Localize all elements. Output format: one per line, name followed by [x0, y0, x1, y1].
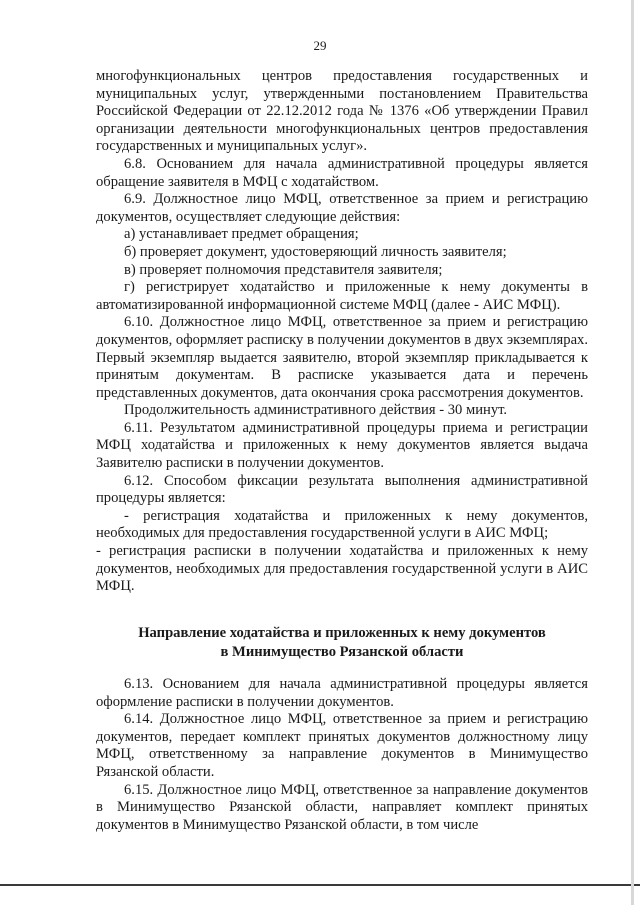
paragraph: 6.13. Основанием для начала административной процедуры является оформление расписки в получении документов.	[96, 676, 588, 710]
body-text-bottom	[96, 676, 588, 834]
list-item: г) регистрирует ходатайство и приложенные к нему документы в автоматизированной информационной системе МФЦ (далее - АИС МФЦ).	[96, 279, 588, 313]
page-number: 29	[313, 38, 327, 53]
paragraph: 6.14. Должностное лицо МФЦ, ответственное за прием и регистрацию документов, передает комплект принятых документов должностному лицу МФЦ, ответственному за направление документов в Минимущество Рязанской области.	[96, 711, 588, 780]
list-item: б) проверяет документ, удостоверяющий личность заявителя;	[124, 243, 507, 260]
paragraph: 6.8. Основанием для начала административной процедуры является обращение заявителя в МФЦ с ходатайством.	[96, 155, 588, 190]
paragraph: 6.12. Способом фиксации результата выполнения административной процедуры является:	[96, 472, 588, 507]
paragraph: многофункциональных центров предоставления государственных и муниципальных услуг, утвержденными постановлением Правительства Российской Федерации от 22.12.2012 года № 1376 «Об утверждении Правил организации деятельности многофункциональных центров предоставления государственных и муниципальных услуг».	[96, 68, 588, 155]
scan-right-edge	[631, 0, 634, 905]
scan-bottom-edge	[0, 884, 640, 886]
body-text-top	[96, 68, 588, 596]
section-heading	[96, 624, 588, 662]
section-heading-line: в Минимущество Рязанской области	[220, 644, 464, 660]
paragraph: 6.9. Должностное лицо МФЦ, ответственное за прием и регистрацию документов, осуществляет следующие действия:	[96, 191, 588, 225]
section-heading-line: Направление ходатайства и приложенных к нему документов	[138, 625, 546, 641]
paragraph: 6.15. Должностное лицо МФЦ, ответственное за направление документов в Минимущество Рязанской области, направляет комплект принятых документов в Минимущество Рязанской области, в том числе	[96, 781, 588, 833]
paragraph: 6.11. Результатом административной процедуры приема и регистрации МФЦ ходатайства и приложенных к нему документов является выдача Заявителю расписки в получении документов.	[96, 419, 588, 472]
paragraph: 6.10. Должностное лицо МФЦ, ответственное за прием и регистрацию документов, оформляет расписку в получении документов в двух экземплярах. Первый экземпляр выдается заявителю, второй экземпляр прикладывается к принятым документам. В расписке указывается дата и перечень представленных документов, дата окончания срока рассмотрения документов.	[96, 314, 588, 401]
paragraph: Продолжительность административного действия - 30 минут.	[124, 402, 508, 419]
list-item: а) устанавливает предмет обращения;	[124, 226, 359, 243]
list-item: - регистрация ходатайства и приложенных к нему документов, необходимых для предоставления государственной услуги в АИС МФЦ;	[96, 507, 588, 542]
list-item: в) проверяет полномочия представителя заявителя;	[124, 261, 443, 278]
list-item: - регистрация расписки в получении ходатайства и приложенных к нему документов, необходимых для предоставления государственной услуги в АИС МФЦ.	[96, 543, 588, 595]
